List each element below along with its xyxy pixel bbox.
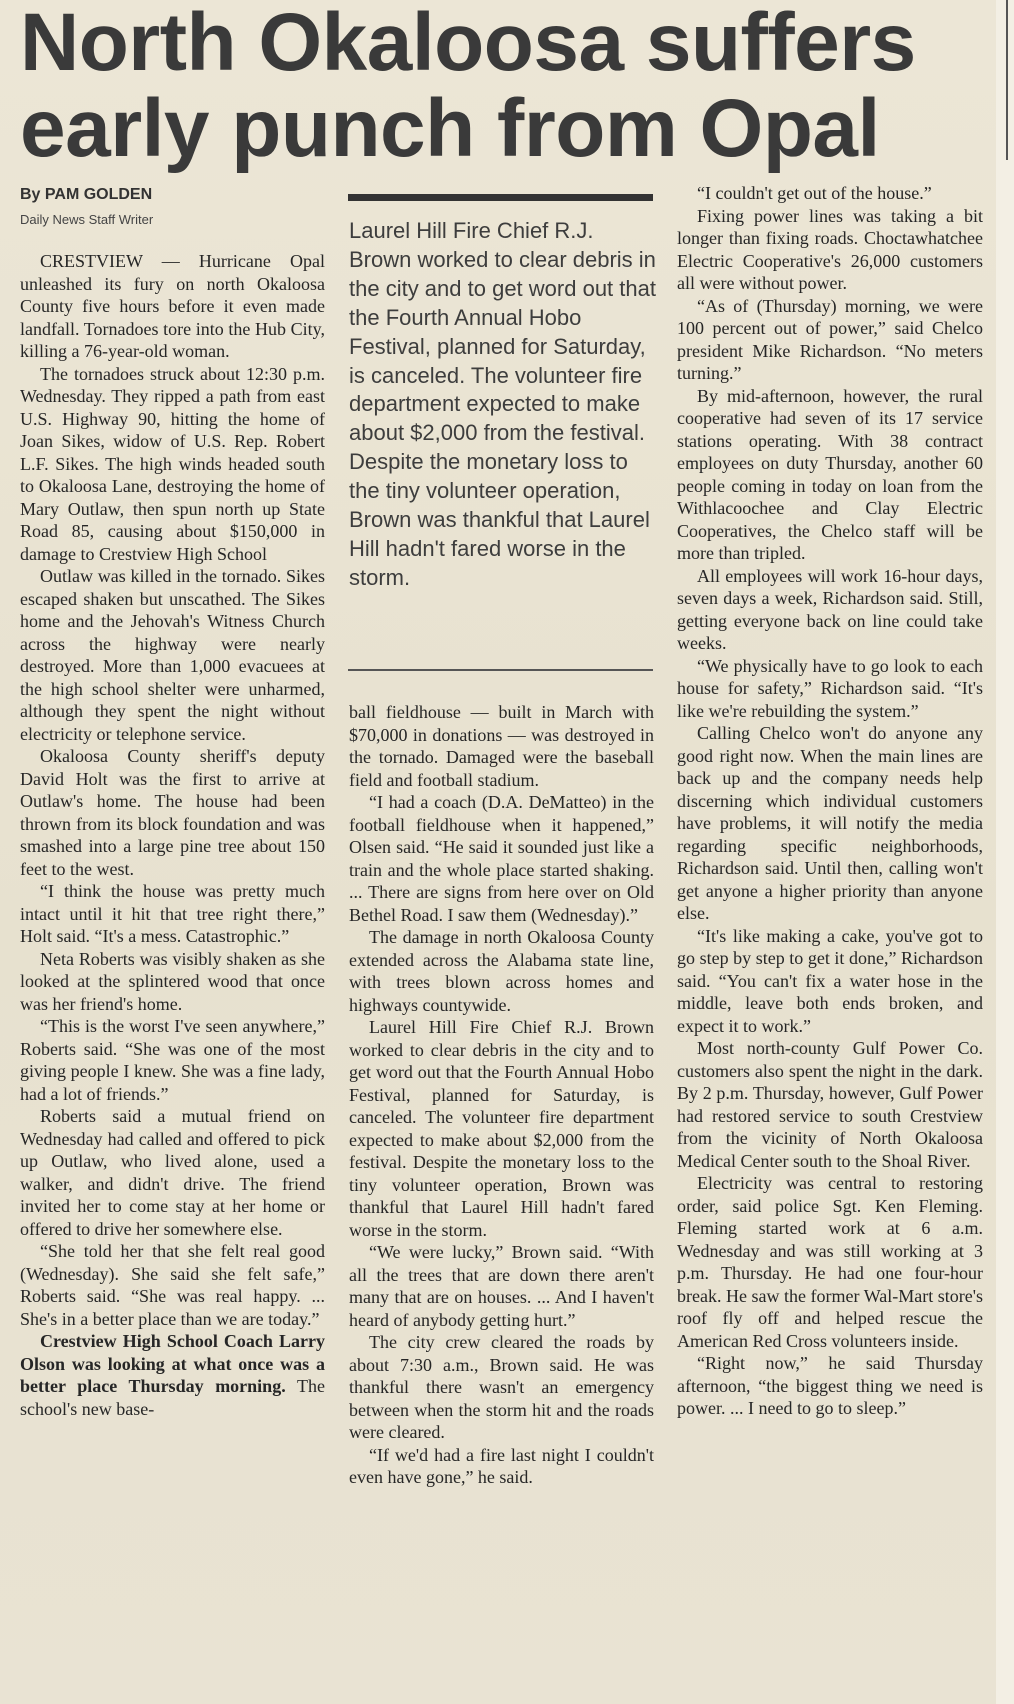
paragraph: “This is the worst I've seen anywhere,” Roberts said. “She was one of the most giving people I knew. She was a fine lady, had a lot of friends.” xyxy=(20,1016,325,1104)
paragraph: CRESTVIEW — Hurricane Opal unleashed its fury on north Okaloosa County five hours before it even made landfall. Tornadoes tore into the Hub City, killing a 76-year-old woman. xyxy=(20,251,325,361)
paragraph: Okaloosa County sheriff's deputy David Holt was the first to arrive at Outlaw's home. The house had been thrown from its block foundation and was smashed into a large pine tree about 150 feet to the west. xyxy=(20,746,325,879)
column-2 xyxy=(349,701,654,1489)
paragraph: “We physically have to go look to each house for safety,” Richardson said. “It's like we're rebuilding the system.” xyxy=(677,655,983,721)
paragraph: The tornadoes struck about 12:30 p.m. Wednesday. They ripped a path from east U.S. Highway 90, hitting the home of Joan Sikes, widow of U.S. Rep. Robert L.F. Sikes. The high winds headed south to Okaloosa Lane, destroying the home of Mary Outlaw, then spun north up State Road 85, causing about $150,000 in damage to Crestview High School xyxy=(20,363,325,564)
paragraph: All employees will work 16-hour days, seven days a week, Richardson said. Still, getting everyone back on line could take weeks. xyxy=(677,565,983,653)
paragraph: “She told her that she felt real good (Wednesday). She said she felt safe,” Roberts said. “She was real happy. ... She's in a better place than we are today.” xyxy=(20,1241,325,1329)
paragraph-continued xyxy=(20,1330,325,1420)
paragraph: “We were lucky,” Brown said. “With all the trees that are down there aren't many that are on houses. ... And I haven't heard of anybody getting hurt.” xyxy=(349,1242,654,1330)
paragraph: The damage in north Okaloosa County extended across the Alabama state line, with trees blown across homes and highways countywide. xyxy=(349,927,654,1015)
column-1 xyxy=(20,250,325,1420)
adjacent-column-rule xyxy=(1006,0,1008,160)
paragraph: By mid-afternoon, however, the rural cooperative had seven of its 17 service stations operating. With 38 contract employees on duty Thursday, another 60 people coming in today on loan from the Withlacoochee and Clay Electric Cooperatives, the Chelco staff will be more than tripled. xyxy=(677,385,983,563)
paragraph: Calling Chelco won't do anyone any good right now. When the main lines are back up and the company needs help discerning which individual customers have problems, it will notify the media regarding specific neighborhoods, Richardson said. Until then, calling won't get anyone a higher priority than anyone else. xyxy=(677,723,983,923)
pullquote-top-rule xyxy=(348,194,653,201)
bold-text-run: Crestview High School Coach Larry Olson was looking at what once was a better place Thursday morning. xyxy=(20,1331,325,1396)
pullquote-bottom-rule xyxy=(348,669,653,671)
paragraph: Electricity was central to restoring order, said police Sgt. Ken Fleming. Fleming started work at 6 a.m. Wednesday and was still working at 3 p.m. Thursday. He had one four-hour break. He saw the former Wal-Mart store's roof fly off and helped rescue the American Red Cross volunteers inside. xyxy=(677,1173,983,1351)
staff-credit: Daily News Staff Writer xyxy=(20,212,154,227)
paragraph: “I had a coach (D.A. DeMatteo) in the football fieldhouse when it happened,” Olsen said. “He said it sounded just like a train and the whole place started shaking. ... There are signs from here over on Old Bethel Road. I saw them (Wednesday).” xyxy=(349,792,654,925)
paragraph: The city crew cleared the roads by about 7:30 a.m., Brown said. He was thankful there wasn't an emergency between when the storm hit and the roads were cleared. xyxy=(349,1332,654,1442)
column-3 xyxy=(677,182,983,1420)
paragraph: “As of (Thursday) morning, we were 100 percent out of power,” said Chelco president Mike Richardson. “No meters turning.” xyxy=(677,295,983,383)
paragraph: Most north-county Gulf Power Co. customers also spent the night in the dark. By 2 p.m. Thursday, however, Gulf Power had restored service to south Crestview from the vicinity of North Okaloosa Medical Center south to the Shoal River. xyxy=(677,1038,983,1171)
headline-line-1: North Okaloosa suffers xyxy=(20,0,916,88)
paragraph: Outlaw was killed in the tornado. Sikes escaped shaken but unscathed. The Sikes home and the Jehovah's Witness Church across the highway were nearly destroyed. More than 1,000 evacuees at the high school shelter were unharmed, although they spent the night without electricity or telephone service. xyxy=(20,566,325,744)
paragraph: “If we'd had a fire last night I couldn't even have gone,” he said. xyxy=(349,1444,654,1487)
paragraph: “I think the house was pretty much intact until it hit that tree right there,” Holt said. “It's a mess. Catastrophic.” xyxy=(20,881,325,946)
paragraph: Laurel Hill Fire Chief R.J. Brown worked to clear debris in the city and to get word out that the Fourth Annual Hobo Festival, planned for Saturday, is canceled. The volunteer fire department expected to make about $2,000 from the festival. Despite the monetary loss to the tiny volunteer operation, Brown was thankful that Laurel Hill hadn't fared worse in the storm. xyxy=(349,1017,654,1240)
page-edge xyxy=(996,0,1014,1704)
paragraph: Neta Roberts was visibly shaken as she looked at the splintered wood that once was her friend's home. xyxy=(20,948,325,1014)
headline xyxy=(20,0,1000,172)
paragraph: “Right now,” he said Thursday afternoon, “the biggest thing we need is power. ... I need to go to sleep.” xyxy=(677,1353,983,1418)
pullquote: Laurel Hill Fire Chief R.J. Brown worked to clear debris in the city and to get word out that the Fourth Annual Hobo Festival, planned for Saturday, is canceled. The volunteer fire department expected to make about $2,000 from the festival. Despite the monetary loss to the tiny volunteer operation, Brown was thankful that Laurel Hill hadn't fared worse in the storm. xyxy=(349,218,656,590)
paragraph: “I couldn't get out of the house.” xyxy=(697,183,932,203)
text-run: The school's new base- xyxy=(20,1376,325,1419)
paragraph: ball fieldhouse — built in March with $70,000 in donations — was destroyed in the tornado. Damaged were the baseball field and football stadium. xyxy=(349,702,654,790)
paragraph: Fixing power lines was taking a bit longer than fixing roads. Choctawhatchee Electric Cooperative's 26,000 customers all were without power. xyxy=(677,205,983,293)
paragraph: “It's like making a cake, you've got to go step by step to get it done,” Richardson said. “You can't fix a water hose in the middle, leave both ends broken, and expect it to work.” xyxy=(677,925,983,1036)
headline-line-2: early punch from Opal xyxy=(20,83,880,174)
byline: By PAM GOLDEN xyxy=(20,186,153,203)
paragraph: Roberts said a mutual friend on Wednesday had called and offered to pick up Outlaw, who lived alone, used a walker, and didn't drive. The friend invited her to come stay at her home or offered to drive her somewhere else. xyxy=(20,1106,325,1239)
